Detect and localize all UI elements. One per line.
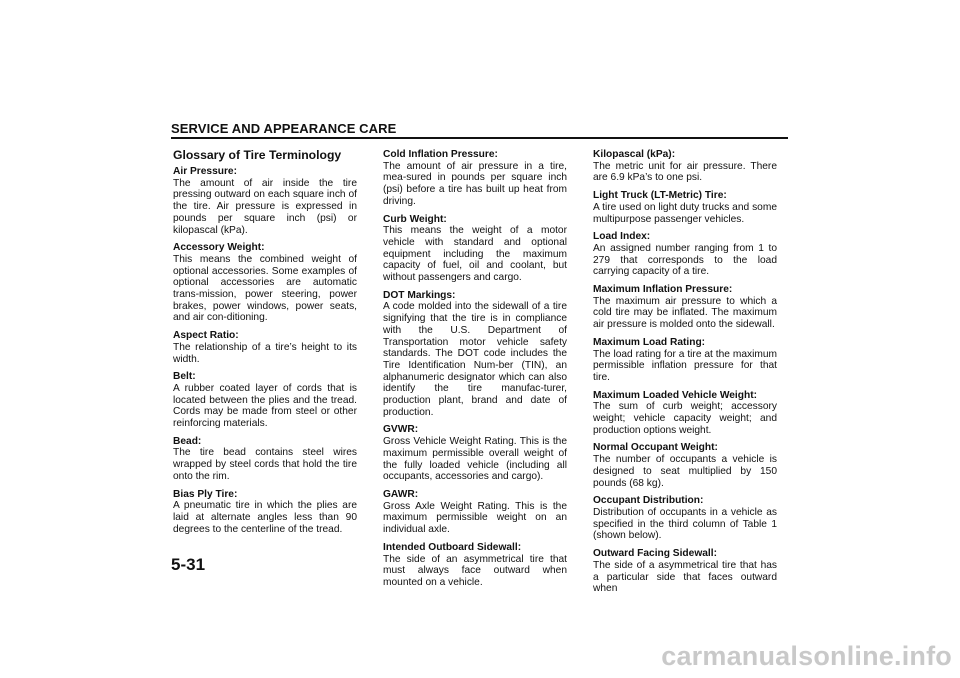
glossary-entry <box>383 290 567 419</box>
glossary-term: GAWR: <box>383 488 419 500</box>
section-title: SERVICE AND APPEARANCE CARE <box>171 121 397 136</box>
glossary-term: Maximum Loaded Vehicle Weight: <box>593 389 757 401</box>
glossary-entry <box>593 337 777 384</box>
glossary-term: Belt: <box>173 371 196 383</box>
glossary-definition: The load rating for a tire at the maximum permissible inflation pressure for that tire. <box>593 348 777 383</box>
glossary-definition: The relationship of a tire’s height to its width. <box>173 341 357 365</box>
glossary-definition: The side of an asymmetrical tire that must always face outward when mounted on a vehicle. <box>383 553 567 588</box>
glossary-entry <box>173 489 357 536</box>
glossary-definition: The sum of curb weight; accessory weight; vehicle capacity weight; and production options weight. <box>593 401 777 436</box>
glossary-entry <box>383 214 567 284</box>
glossary-entry <box>593 548 777 595</box>
header-divider <box>171 137 788 139</box>
glossary-definition: The metric unit for air pressure. There are 6.9 kPa’s to one psi. <box>593 160 777 184</box>
glossary-term: Air Pressure: <box>173 166 237 177</box>
glossary-definition: The tire bead contains steel wires wrapped by steel cords that hold the tire onto the rim. <box>173 447 357 482</box>
glossary-entry <box>383 489 567 536</box>
glossary-term: Accessory Weight: <box>173 242 265 254</box>
glossary-entry <box>593 284 777 331</box>
glossary-term: Occupant Distribution: <box>593 495 704 507</box>
glossary-definition: A tire used on light duty trucks and some multipurpose passenger vehicles. <box>593 201 777 225</box>
glossary-term: Bead: <box>173 435 202 447</box>
glossary-definition: Gross Vehicle Weight Rating. This is the maximum permissible overall weight of the fully loaded vehicle (including all occupants, accessories and cargo). <box>383 436 567 483</box>
glossary-definition: The number of occupants a vehicle is designed to seat multiplied by 150 pounds (68 kg). <box>593 454 777 489</box>
glossary-definition: The maximum air pressure to which a cold tire may be inflated. The maximum air pressure is molded onto the sidewall. <box>593 295 777 331</box>
glossary-definition: A pneumatic tire in which the plies are laid at alternate angles less than 90 degrees to the centerline of the tread. <box>173 500 357 535</box>
glossary-term: Maximum Load Rating: <box>593 336 706 348</box>
watermark-text: carmanualsonline.info <box>661 641 952 671</box>
glossary-term: Bias Ply Tire: <box>173 488 238 500</box>
glossary-definition: The amount of air pressure in a tire, mea-sured in pounds per square inch (psi) before a tire has built up heat from driving. <box>383 160 567 207</box>
glossary-term: Normal Occupant Weight: <box>593 442 718 454</box>
glossary-term: Kilopascal (kPa): <box>593 149 676 160</box>
glossary-term: Light Truck (LT-Metric) Tire: <box>593 190 727 202</box>
glossary-column-1 <box>173 148 357 541</box>
glossary-definition: A code molded into the sidewall of a tire signifying that the tire is in compliance with the U.S. Department of Transportation motor vehicle safety standards. The DOT code includes the Tire Identification Num-ber (TIN), an alphanumeric designator which can also identify the tire manufac-turer, production plant, brand and date of production. <box>383 301 567 418</box>
glossary-entry <box>593 442 777 489</box>
glossary-entry <box>173 166 357 236</box>
glossary-column-3 <box>593 149 777 601</box>
glossary-entry <box>383 149 567 208</box>
glossary-heading: Glossary of Tire Terminology <box>173 148 342 162</box>
glossary-definition: The side of a asymmetrical tire that has a particular side that faces outward when <box>593 559 777 595</box>
glossary-term: Aspect Ratio: <box>173 330 239 342</box>
glossary-entry <box>593 495 777 542</box>
glossary-entry <box>383 542 567 589</box>
glossary-definition: An assigned number ranging from 1 to 279 that corresponds to the load carrying capacity of a tire. <box>593 242 777 278</box>
glossary-term: Intended Outboard Sidewall: <box>383 541 522 553</box>
glossary-term: Cold Inflation Pressure: <box>383 149 498 160</box>
glossary-definition: Gross Axle Weight Rating. This is the maximum permissible weight on an individual axle. <box>383 500 567 536</box>
glossary-column-2 <box>383 149 567 595</box>
glossary-entry <box>173 371 357 430</box>
glossary-definition: Distribution of occupants in a vehicle as specified in the third column of Table 1 (shown below). <box>593 506 777 542</box>
glossary-term: Maximum Inflation Pressure: <box>593 284 733 296</box>
glossary-definition: The amount of air inside the tire pressing outward on each square inch of the tire. Air pressure is expressed in pounds per square inch (psi) or kilopascal (kPa). <box>173 177 357 236</box>
glossary-term: DOT Markings: <box>383 289 456 301</box>
glossary-entry <box>593 190 777 225</box>
glossary-entry <box>173 242 357 324</box>
glossary-definition: This means the combined weight of optional accessories. Some examples of optional accessories are automatic trans-mission, power steering, power brakes, power windows, power seats, and air con-ditioning. <box>173 253 357 324</box>
page-number: 5-31 <box>171 555 206 574</box>
glossary-entry <box>173 330 357 365</box>
glossary-entry <box>383 424 567 483</box>
glossary-entry <box>173 436 357 483</box>
glossary-entry <box>593 390 777 437</box>
glossary-definition: This means the weight of a motor vehicle with standard and optional equipment including the maximum capacity of fuel, oil and coolant, but without passengers and cargo. <box>383 225 567 284</box>
glossary-term: Outward Facing Sidewall: <box>593 548 717 560</box>
glossary-term: Curb Weight: <box>383 213 447 225</box>
glossary-entry <box>593 231 777 278</box>
glossary-entry <box>593 149 777 184</box>
glossary-definition: A rubber coated layer of cords that is located between the plies and the tread. Cords may be made from steel or other reinforcing materials. <box>173 382 357 430</box>
glossary-term: Load Index: <box>593 231 651 243</box>
glossary-term: GVWR: <box>383 424 419 436</box>
